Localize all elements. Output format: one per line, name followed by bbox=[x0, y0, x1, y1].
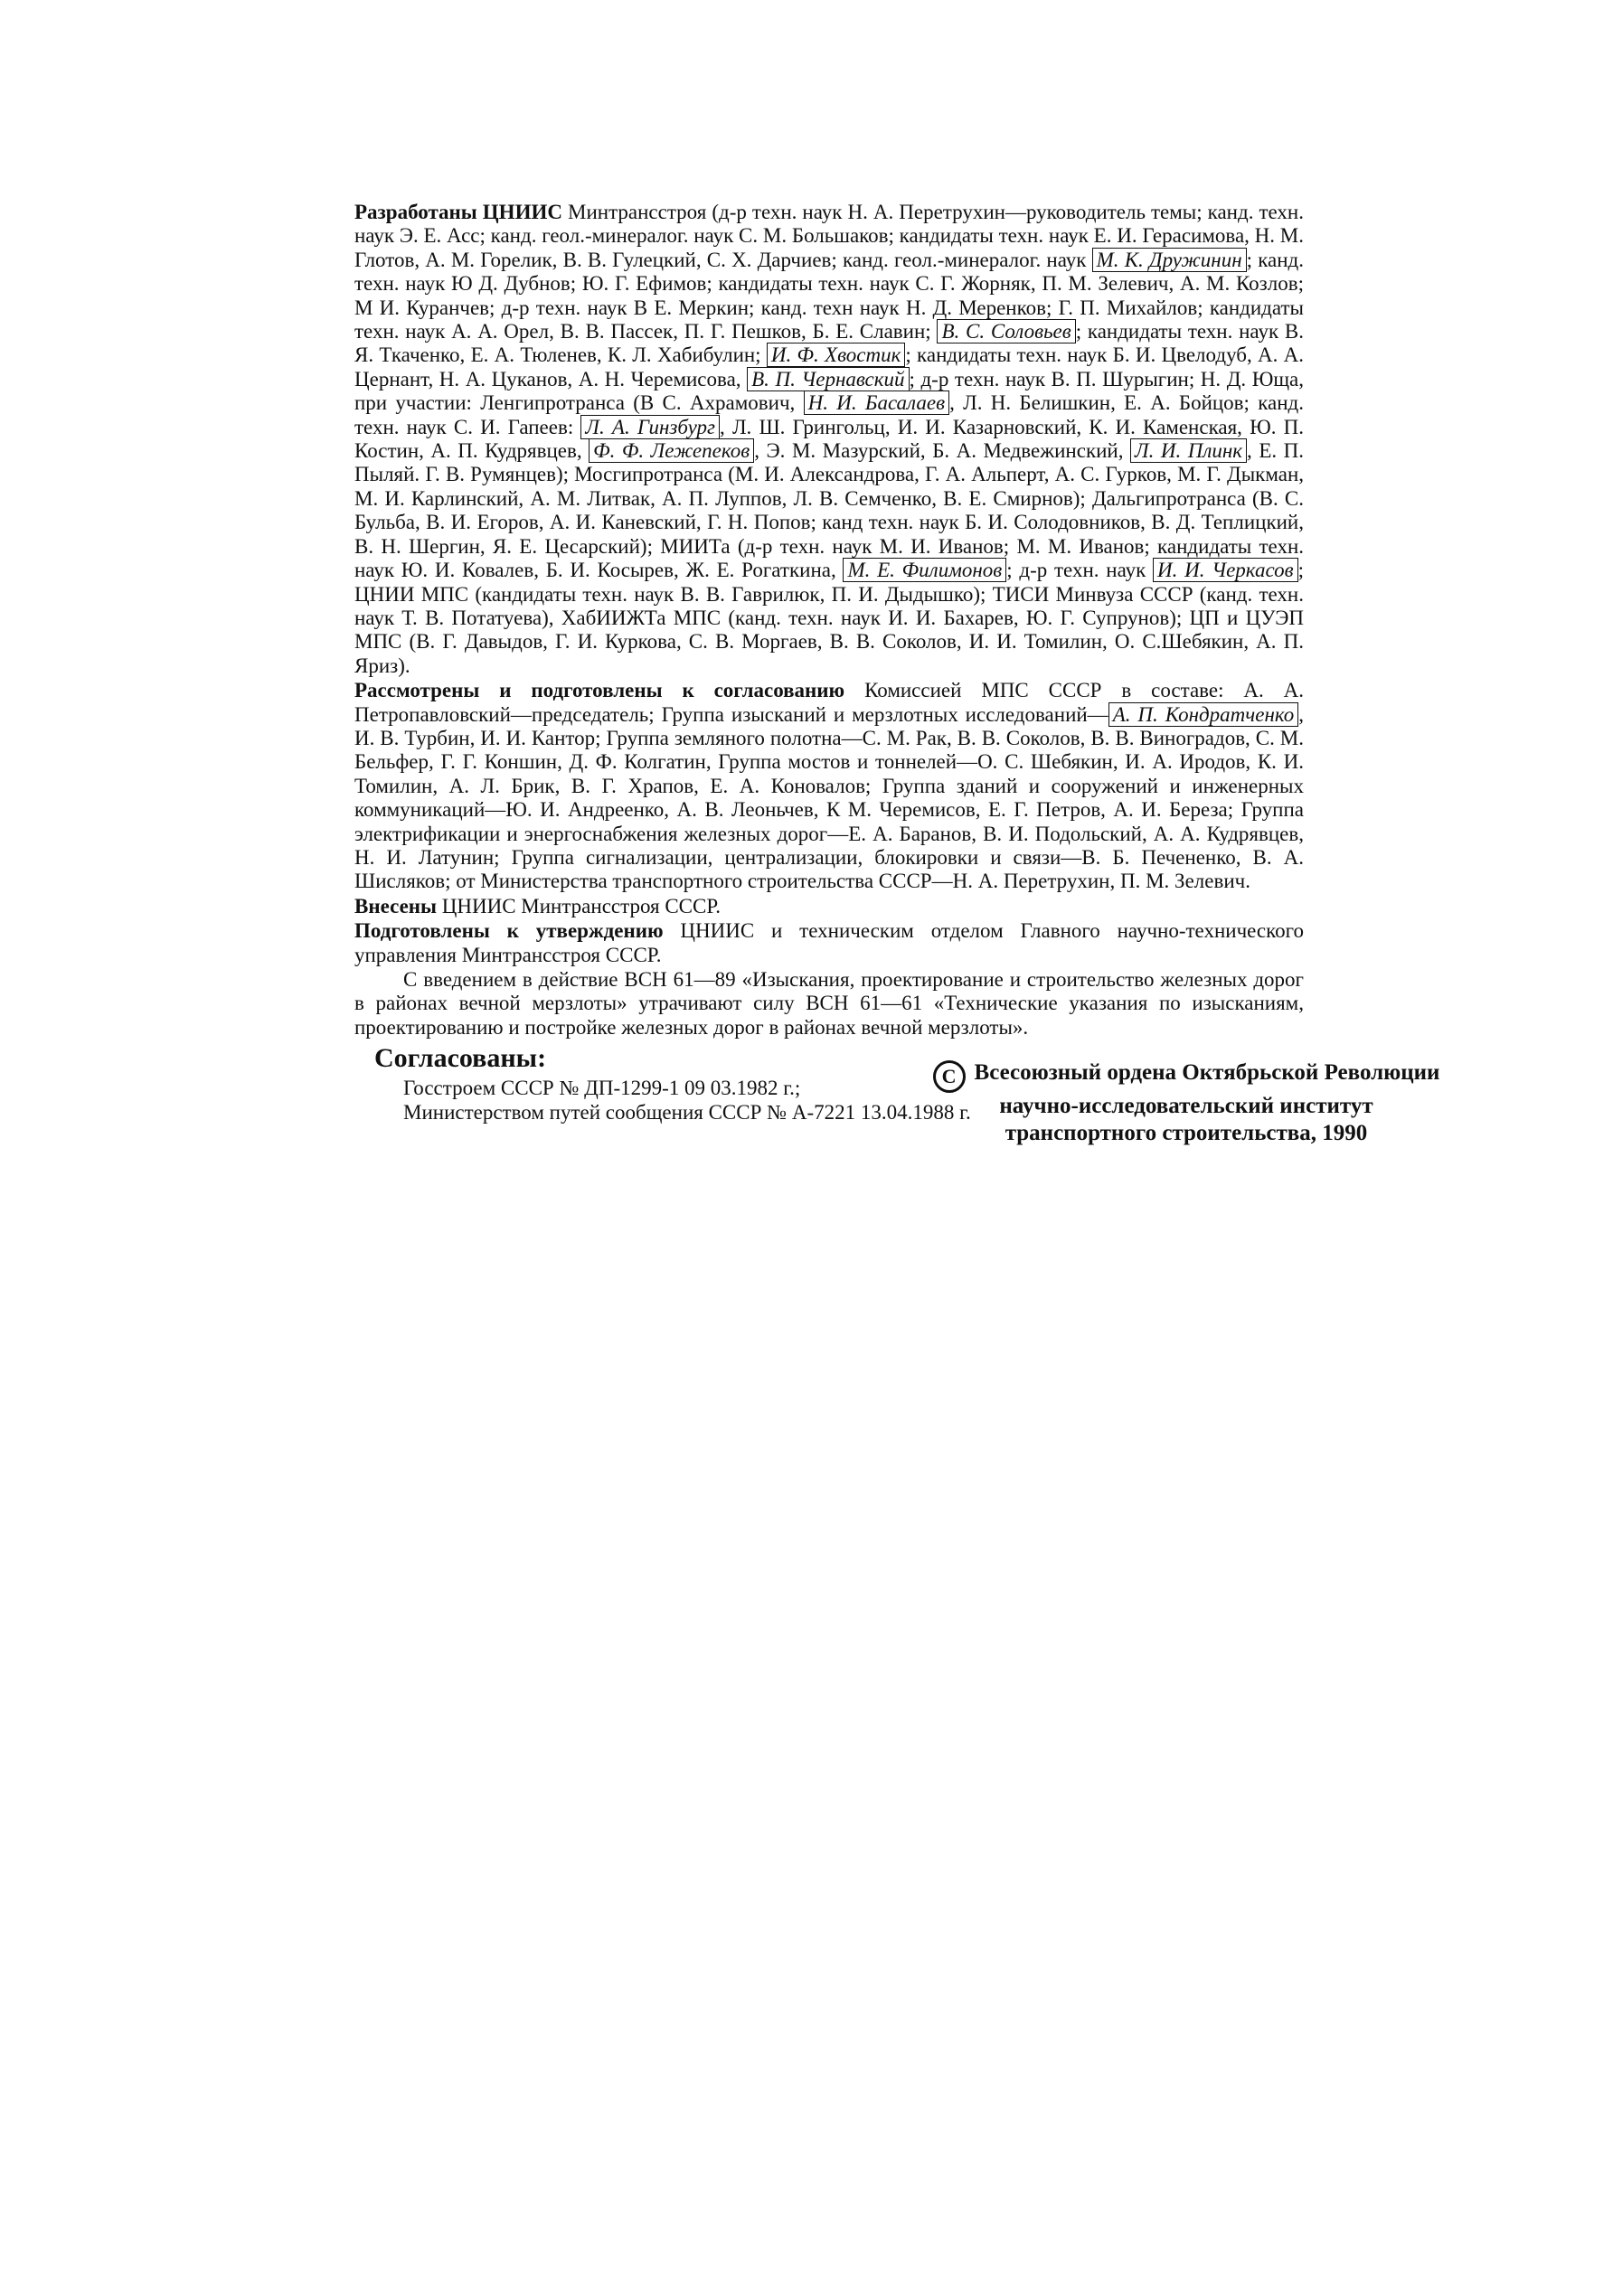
developed-text: , Э. М. Мазурский, Б. А. Медвежинский, bbox=[754, 439, 1124, 463]
framed-name: А. П. Кондратченко bbox=[1108, 702, 1299, 727]
prepared-lead: Подготовлены к утверждению bbox=[354, 919, 664, 943]
publisher-line-1: C Всесоюзный ордена Октябрьской Революции bbox=[861, 1059, 1512, 1093]
approval-item: Госстроем СССР № ДП-1299-1 09 03.1982 г.; bbox=[403, 1077, 801, 1100]
framed-name: И. Ф. Хвостик bbox=[767, 343, 906, 367]
framed-name: Л. И. Плинк bbox=[1130, 438, 1247, 463]
developed-text: ; д-р техн. наук bbox=[1006, 559, 1146, 582]
developed-lead: Разработаны ЦНИИС bbox=[354, 201, 562, 223]
framed-name: Ф. Ф. Лежепеков bbox=[589, 438, 754, 463]
developed-by-paragraph bbox=[354, 201, 1304, 678]
supersedes-paragraph: С введением в действие ВСН 61—89 «Изыскания, проектирование и строительство железных дорог в районах вечной мерзлоты» утрачивают силу ВСН 61—61 «Технические указания по изысканиям, проектированию и постройке железных дорог в районах вечной мерзлоты». bbox=[354, 968, 1304, 1039]
reviewed-paragraph bbox=[354, 679, 1304, 894]
approvals-heading: Согласованы: bbox=[374, 1043, 547, 1074]
framed-name: М. К. Дружинин bbox=[1092, 248, 1247, 272]
reviewed-text: , И. В. Турбин, И. И. Кантор; Группа земляного полотна—С. М. Рак, В. В. Соколов, В. В. Виноградов, С. М. Бельфер, Г. Г. Коншин, Д. Ф. Колгатин, Группа мостов и тоннелей—О. С. Шебякин, И. А. Иродов, К. И. Томилин, А. Л. Брик, В. Г. Храпов, Е. А. Коновалов; Группа зданий и сооружений и инженерных коммуникаций—Ю. И. Андреенко, А. В. Леоньчев, К М. Черемисов, Е. Г. Петров, А. И. Береза; Группа электрификации и энергоснабжения железных дорог—Е. А. Баранов, В. И. Подольский, А. А. Кудрявцев, Н. И. Латунин; Группа сигнализации, централизации, блокировки и связи—В. Б. Печененко, В. А. Шисляков; от Министерства транспортного строительства СССР—Н. А. Перетрухин, П. М. Зелевич. bbox=[354, 702, 1305, 893]
document-body bbox=[354, 201, 1440, 1145]
publisher-line-2: научно-исследовательский институт bbox=[999, 1094, 1373, 1118]
framed-name: Н. И. Басалаев bbox=[804, 391, 949, 415]
framed-name: М. Е. Филимонов bbox=[843, 558, 1006, 582]
reviewed-text: Комиссией МПС СССР в составе: А. А. Петропавловский—председатель; Группа изысканий и мерзлотных исследований— bbox=[354, 679, 1305, 726]
developed-text: , Л. Н. Белишкин, Е. А. Бойцов; канд. техн. наук С. И. Гапеев: bbox=[354, 391, 1305, 438]
developed-text: ; кандидаты техн. наук Б. И. Цвелодуб, А. А. Цернант, Н. А. Цуканов, А. Н. Черемисова, bbox=[354, 343, 1305, 391]
introduced-paragraph bbox=[354, 895, 1304, 918]
framed-name: И. И. Черкасов bbox=[1153, 558, 1298, 582]
publisher-line-3: транспортного строительства, 1990 bbox=[1005, 1121, 1368, 1145]
developed-text: Минтрансстроя (д-р техн. наук Н. А. Перетрухин—руководитель темы; канд. техн. наук Э. Е. Асс; канд. геол.-минералог. наук С. М. Большаков; кандидаты техн. наук Е. И. Герасимова, Н. М. Глотов, А. М. Горелик, В. В. Гулецкий, С. Х. Дарчиев; канд. геол.-минералог. наук bbox=[354, 201, 1304, 271]
framed-name: В. П. Чернавский bbox=[747, 367, 909, 391]
developed-text: ; ЦНИИ МПС (кандидаты техн. наук В. В. Гаврилюк, П. И. Дыдышко); ТИСИ Минвуза СССР (канд. техн. наук Т. В. Потатуева), ХабИИЖТа МПС (канд. техн. наук И. И. Бахарев, Ю. Г. Супрунов); ЦП и ЦУЭП МПС (В. Г. Давыдов, Г. И. Куркова, С. В. Моргаев, В. В. Соколов, И. И. Томилин, О. С.Шебякин, А. П. Яриз). bbox=[354, 559, 1305, 677]
reviewed-lead: Рассмотрены и подготовлены к согласованию bbox=[354, 679, 845, 702]
prepared-paragraph bbox=[354, 919, 1304, 967]
framed-name: В. С. Соловьев bbox=[937, 319, 1075, 343]
developed-text: ; д-р техн. наук В. П. Шурыгин; Н. Д. Юща, при участии: Ленгипротранса (В С. Ахрамович, bbox=[354, 367, 1305, 415]
publisher-block bbox=[861, 1059, 1512, 1147]
developed-text: ; кандидаты техн. наук В. Я. Ткаченко, Е. А. Тюленев, К. Л. Хабибулин; bbox=[354, 320, 1304, 367]
introduced-lead: Внесены bbox=[354, 894, 437, 917]
prepared-text: ЦНИИС и техническим отделом Главного научно-технического управления Минтрансстроя СССР. bbox=[354, 919, 1304, 966]
developed-text: ; канд. техн. наук Ю Д. Дубнов; Ю. Г. Ефимов; кандидаты техн. наук С. Г. Жорняк, П. М. Зелевич, А. М. Козлов; М И. Куранчев; д-р техн. наук В Е. Меркин; канд. техн наук Н. Д. Меренков; Г. П. Михайлов; кандидаты техн. наук А. А. Орел, В. В. Пассек, П. Г. Пешков, Б. Е. Славин; bbox=[354, 248, 1304, 343]
developed-text: , Л. Ш. Грингольц, И. И. Казарновский, К. И. Каменская, Ю. П. Костин, А. П. Кудрявцев, bbox=[354, 415, 1305, 463]
introduced-text: ЦНИИС Минтрансстроя СССР. bbox=[441, 894, 722, 917]
approval-item: Министерством путей сообщения СССР № А-7221 13.04.1988 г. bbox=[403, 1101, 971, 1124]
copyright-icon: C bbox=[933, 1060, 966, 1093]
framed-name: Л. А. Гинзбург bbox=[580, 415, 720, 439]
developed-text: , Е. П. Пыляй. Г. В. Румянцев); Мосгипротранса (М. И. Александрова, Г. А. Альперт, А. С. Гурков, М. Г. Дыкман, М. И. Карлинский, А. М. Литвак, А. П. Луппов, Л. В. Семченко, В. Е. Смирнов); Дальгипротранса (В. С. Бульба, В. И. Егоров, А. И. Каневский, Г. Н. Попов; канд техн. наук Б. И. Солодовников, В. Д. Теплицкий, В. Н. Шергин, Я. Е. Цесарский); МИИТа (д-р техн. наук М. И. Иванов; М. М. Иванов; кандидаты техн. наук Ю. И. Ковалев, Б. И. Косырев, Ж. Е. Рогаткина, bbox=[354, 439, 1304, 582]
